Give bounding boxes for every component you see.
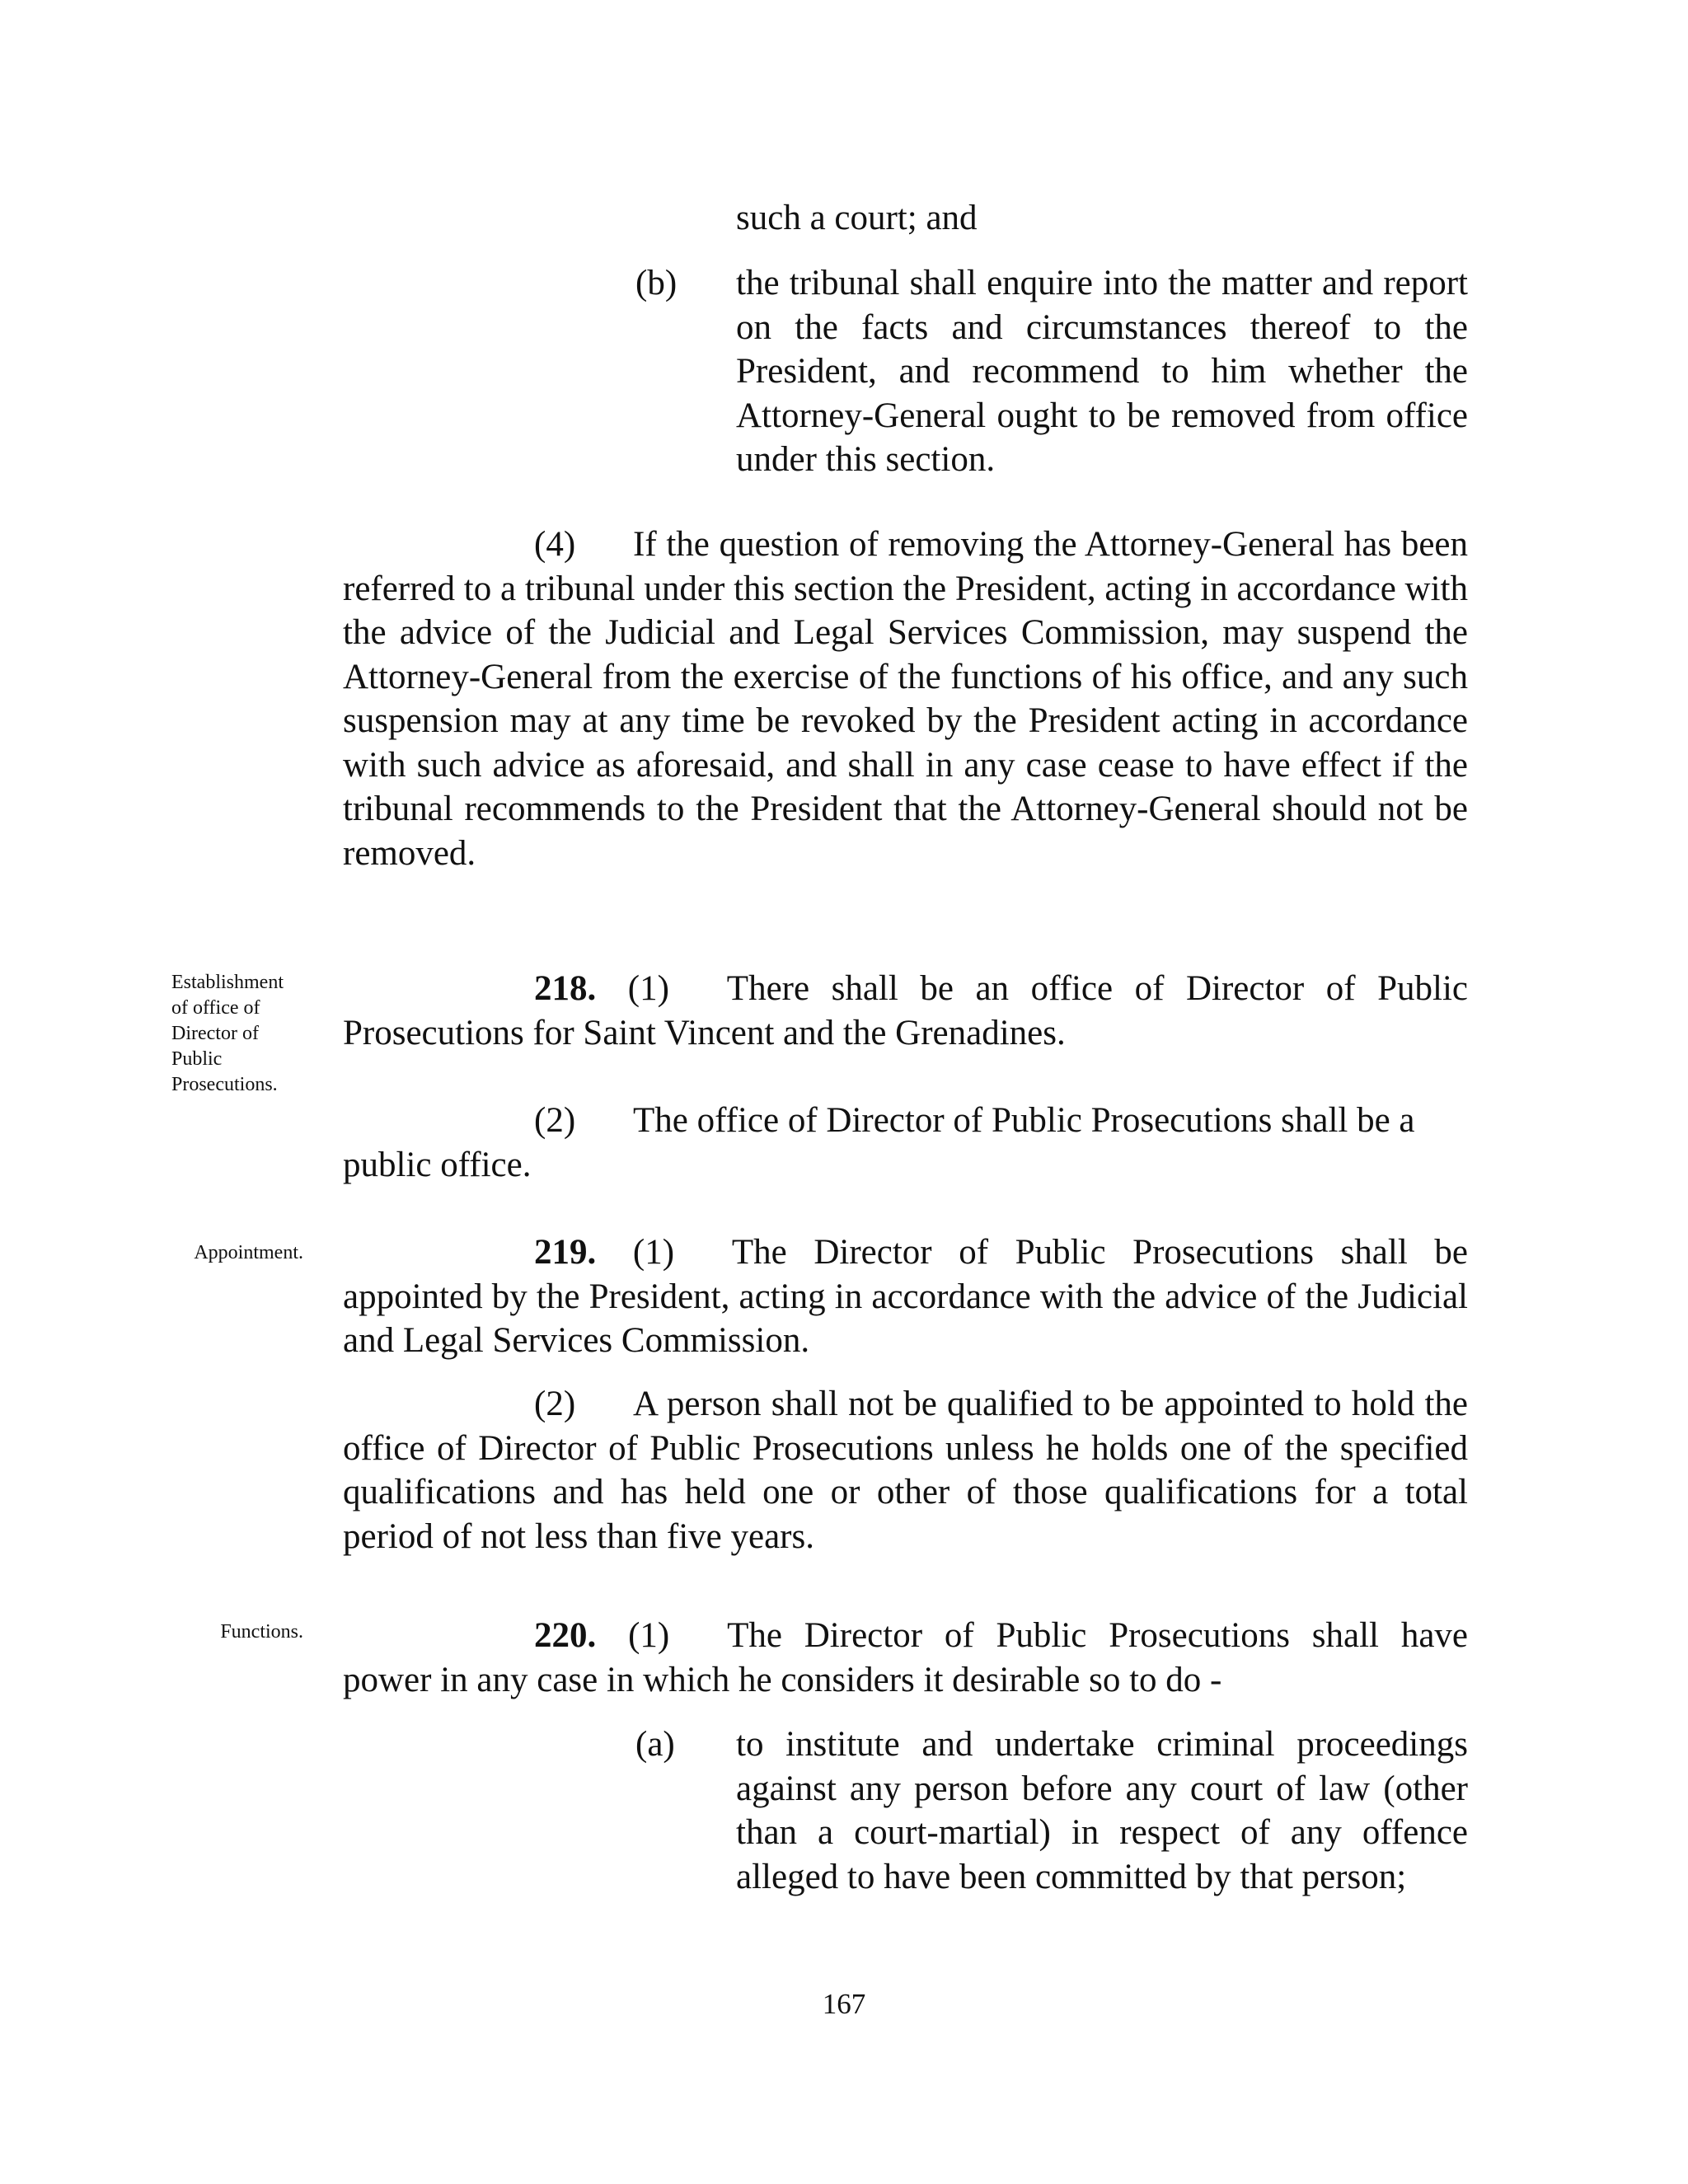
clause-b-text: the tribunal shall enquire into the matter and report on the facts and circumstances thereof to the President, and recommend to him whether the Attorney-General ought to be removed from office under this section. (736, 264, 1468, 479)
section-218-p2-text: The office of Director of Public Prosecutions shall be a public office. (343, 1101, 1415, 1184)
clause-a (635, 1722, 1468, 1899)
section-219-number: 219. (534, 1233, 597, 1272)
section-220-paragraph-1 (343, 1614, 1468, 1702)
section-218-paragraph-2 (343, 1099, 1468, 1187)
section-219-p2-number: (2) (534, 1385, 576, 1423)
section-220-number: 220. (534, 1616, 597, 1655)
continuation-text: such a court; and (736, 199, 978, 237)
margin-note-218: Establishment of office of Director of Public Prosecutions. (171, 972, 284, 1095)
paragraph-4 (343, 523, 1468, 875)
section-218-paragraph-1 (343, 967, 1468, 1055)
section-219-p2-text: A person shall not be qualified to be appointed to hold the office of Director of Public Prosecutions unless he holds one of the specified qualifications and has held one or other of those qualifications for a total period of not less than five years. (343, 1385, 1468, 1556)
section-218-p1-number: (1) (627, 969, 669, 1008)
section-219-p1-number: (1) (632, 1233, 675, 1272)
margin-note-220: Functions. (220, 1621, 303, 1643)
clause-a-text: to institute and undertake criminal proceedings against any person before any court of law (other than a court-martial) in respect of any offence alleged to have been committed by that person; (736, 1725, 1468, 1896)
paragraph-4-number: (4) (534, 525, 576, 564)
clause-b (635, 261, 1468, 482)
section-218-p1-text: There shall be an office of Director of Public Prosecutions for Saint Vincent and the Grenadines. (343, 969, 1468, 1052)
section-218-number: 218. (534, 969, 597, 1008)
section-218-p2-number: (2) (534, 1101, 576, 1140)
continuation-line (736, 196, 1468, 241)
paragraph-4-text: If the question of removing the Attorney-General has been referred to a tribunal under this section the President, acting in accordance with the advice of the Judicial and Legal Services Commission, may suspend the Attorney-General from the exercise of the functions of his office, and any such suspension may at any time be revoked by the President acting in accordance with such advice as aforesaid, and shall in any case cease to have effect if the tribunal recommends to the President that the Attorney-General should not be removed. (343, 525, 1468, 873)
clause-b-label: (b) (635, 264, 678, 302)
page-number: 167 (822, 1988, 866, 2020)
section-219-p1-text: The Director of Public Prosecutions shall be appointed by the President, acting in accordance with the advice of the Judicial and Legal Services Commission. (343, 1233, 1468, 1360)
margin-note-219: Appointment. (194, 1242, 303, 1263)
section-219-paragraph-2 (343, 1382, 1468, 1558)
section-220-p1-text: The Director of Public Prosecutions shall have power in any case in which he considers it desirable so to do - (343, 1616, 1468, 1699)
clause-a-label: (a) (635, 1725, 675, 1764)
section-219-paragraph-1 (343, 1230, 1468, 1363)
section-220-p1-number: (1) (628, 1616, 670, 1655)
